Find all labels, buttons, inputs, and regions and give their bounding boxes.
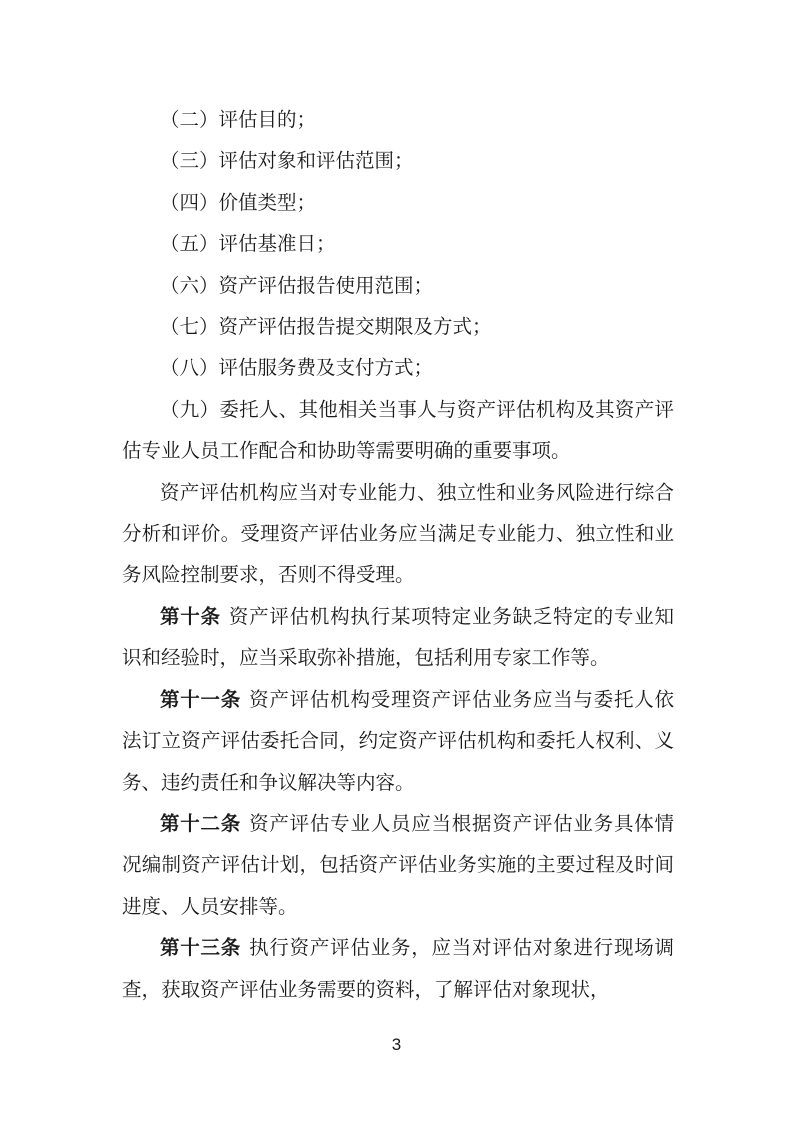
article-text: 资产评估机构执行某项特定业务缺乏特定的专业知识和经验时，应当采取弥补措施，包括利用专家工作等。: [122, 604, 674, 670]
paragraph-capacity: 资产评估机构应当对专业能力、独立性和业务风险进行综合分析和评价。受理资产评估业务应当满足专业能力、独立性和业务风险控制要求，否则不得受理。: [122, 480, 674, 587]
article-number: 第十二条: [160, 811, 242, 835]
article-text: 资产评估专业人员应当根据资产评估业务具体情况编制资产评估计划，包括资产评估业务实施的主要过程及时间进度、人员安排等。: [122, 811, 674, 918]
article-number: 第十三条: [160, 936, 242, 960]
article-text: 执行资产评估业务，应当对评估对象进行现场调查，获取资产评估业务需要的资料，了解评估对象现状，: [122, 936, 674, 1001]
article-10: [122, 596, 674, 679]
article-number: 第十一条: [160, 687, 242, 711]
list-item-8: （八）评估服务费及支付方式；: [160, 356, 434, 380]
list-item-5: （五）评估基准日；: [160, 232, 336, 256]
list-item-7: （七）资产评估报告提交期限及方式；: [160, 315, 492, 339]
list-item-4: （四）价值类型；: [160, 190, 317, 214]
article-13: [122, 927, 674, 1010]
article-12: [122, 803, 674, 927]
page-number: 3: [391, 1035, 402, 1054]
list-item-2: （二）评估目的；: [160, 108, 317, 131]
list-item-3: （三）评估对象和评估范围；: [160, 149, 414, 173]
body-text: [122, 99, 674, 1010]
article-number: 第十条: [160, 604, 221, 628]
list-item-9: （九）委托人、其他相关当事人与资产评估机构及其资产评估专业人员工作配合和协助等需要明确的重要事项。: [122, 397, 674, 463]
article-11: [122, 679, 674, 803]
list-item-6: （六）资产评估报告使用范围；: [160, 273, 434, 297]
article-text: 资产评估机构受理资产评估业务应当与委托人依法订立资产评估委托合同，约定资产评估机构和委托人权利、义务、违约责任和争议解决等内容。: [122, 687, 674, 794]
